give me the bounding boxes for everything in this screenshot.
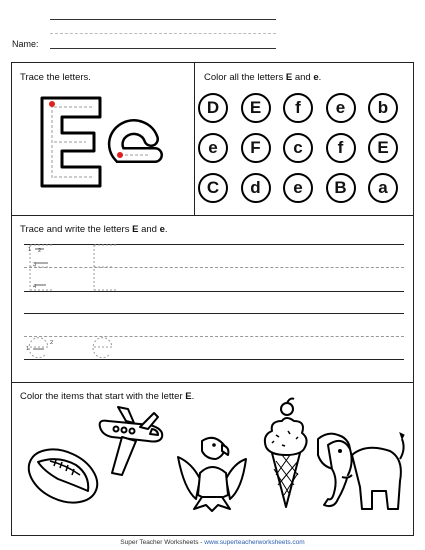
letter-circle[interactable]: a (368, 173, 398, 203)
letter-circle[interactable]: e (283, 173, 313, 203)
letter-circle[interactable]: d (241, 173, 271, 203)
stroke-number: 1 (26, 346, 30, 352)
stroke-number: 4 (33, 284, 37, 290)
write-heading: Trace and write the letters E and e. (20, 224, 168, 235)
letter-circle[interactable]: e (198, 133, 228, 163)
ice-cream-picture[interactable] (260, 395, 312, 509)
footer-url-link[interactable]: www.superteacherworksheets.com (204, 539, 305, 546)
section-divider-1 (12, 215, 413, 216)
trace-letters-ee[interactable] (34, 93, 184, 193)
stroke-number: 2 (50, 340, 54, 346)
elephant-picture[interactable] (314, 429, 408, 515)
footer: Super Teacher Worksheets - www.superteacherworksheets.com (120, 539, 305, 546)
letter-circle[interactable]: f (283, 93, 313, 123)
trace-lowercase-e-guides[interactable] (24, 335, 119, 361)
trace-uppercase-e-guides[interactable] (24, 244, 119, 292)
name-field[interactable] (50, 48, 276, 49)
color-letters-heading: Color all the letters E and e. (204, 72, 322, 83)
letter-circle[interactable]: f (326, 133, 356, 163)
letter-circle[interactable]: b (368, 93, 398, 123)
letter-circle[interactable]: F (241, 133, 271, 163)
top-section-divider (194, 63, 195, 215)
letter-circle-grid (198, 93, 412, 203)
name-label: Name: (12, 39, 39, 49)
letter-circle[interactable]: e (326, 93, 356, 123)
letter-circle[interactable]: D (198, 93, 228, 123)
letter-circle[interactable]: E (368, 133, 398, 163)
letter-circle[interactable]: E (241, 93, 271, 123)
stroke-number: 2 (38, 248, 42, 254)
top-dashed-line (50, 33, 276, 34)
worksheet (11, 62, 414, 536)
football-picture[interactable] (24, 445, 102, 507)
items-heading: Color the items that start with the letter E. (20, 391, 195, 402)
letter-circle[interactable]: B (326, 173, 356, 203)
stroke-number: 1 (28, 247, 32, 253)
airplane-picture[interactable] (92, 403, 170, 481)
trace-heading: Trace the letters. (20, 72, 91, 83)
eagle-picture[interactable] (172, 433, 252, 513)
top-line (50, 19, 276, 20)
writing-line-top (24, 313, 404, 314)
letter-circle[interactable]: c (283, 133, 313, 163)
letter-circle[interactable]: C (198, 173, 228, 203)
section-divider-2 (12, 382, 413, 383)
stroke-number: 3 (33, 262, 37, 268)
